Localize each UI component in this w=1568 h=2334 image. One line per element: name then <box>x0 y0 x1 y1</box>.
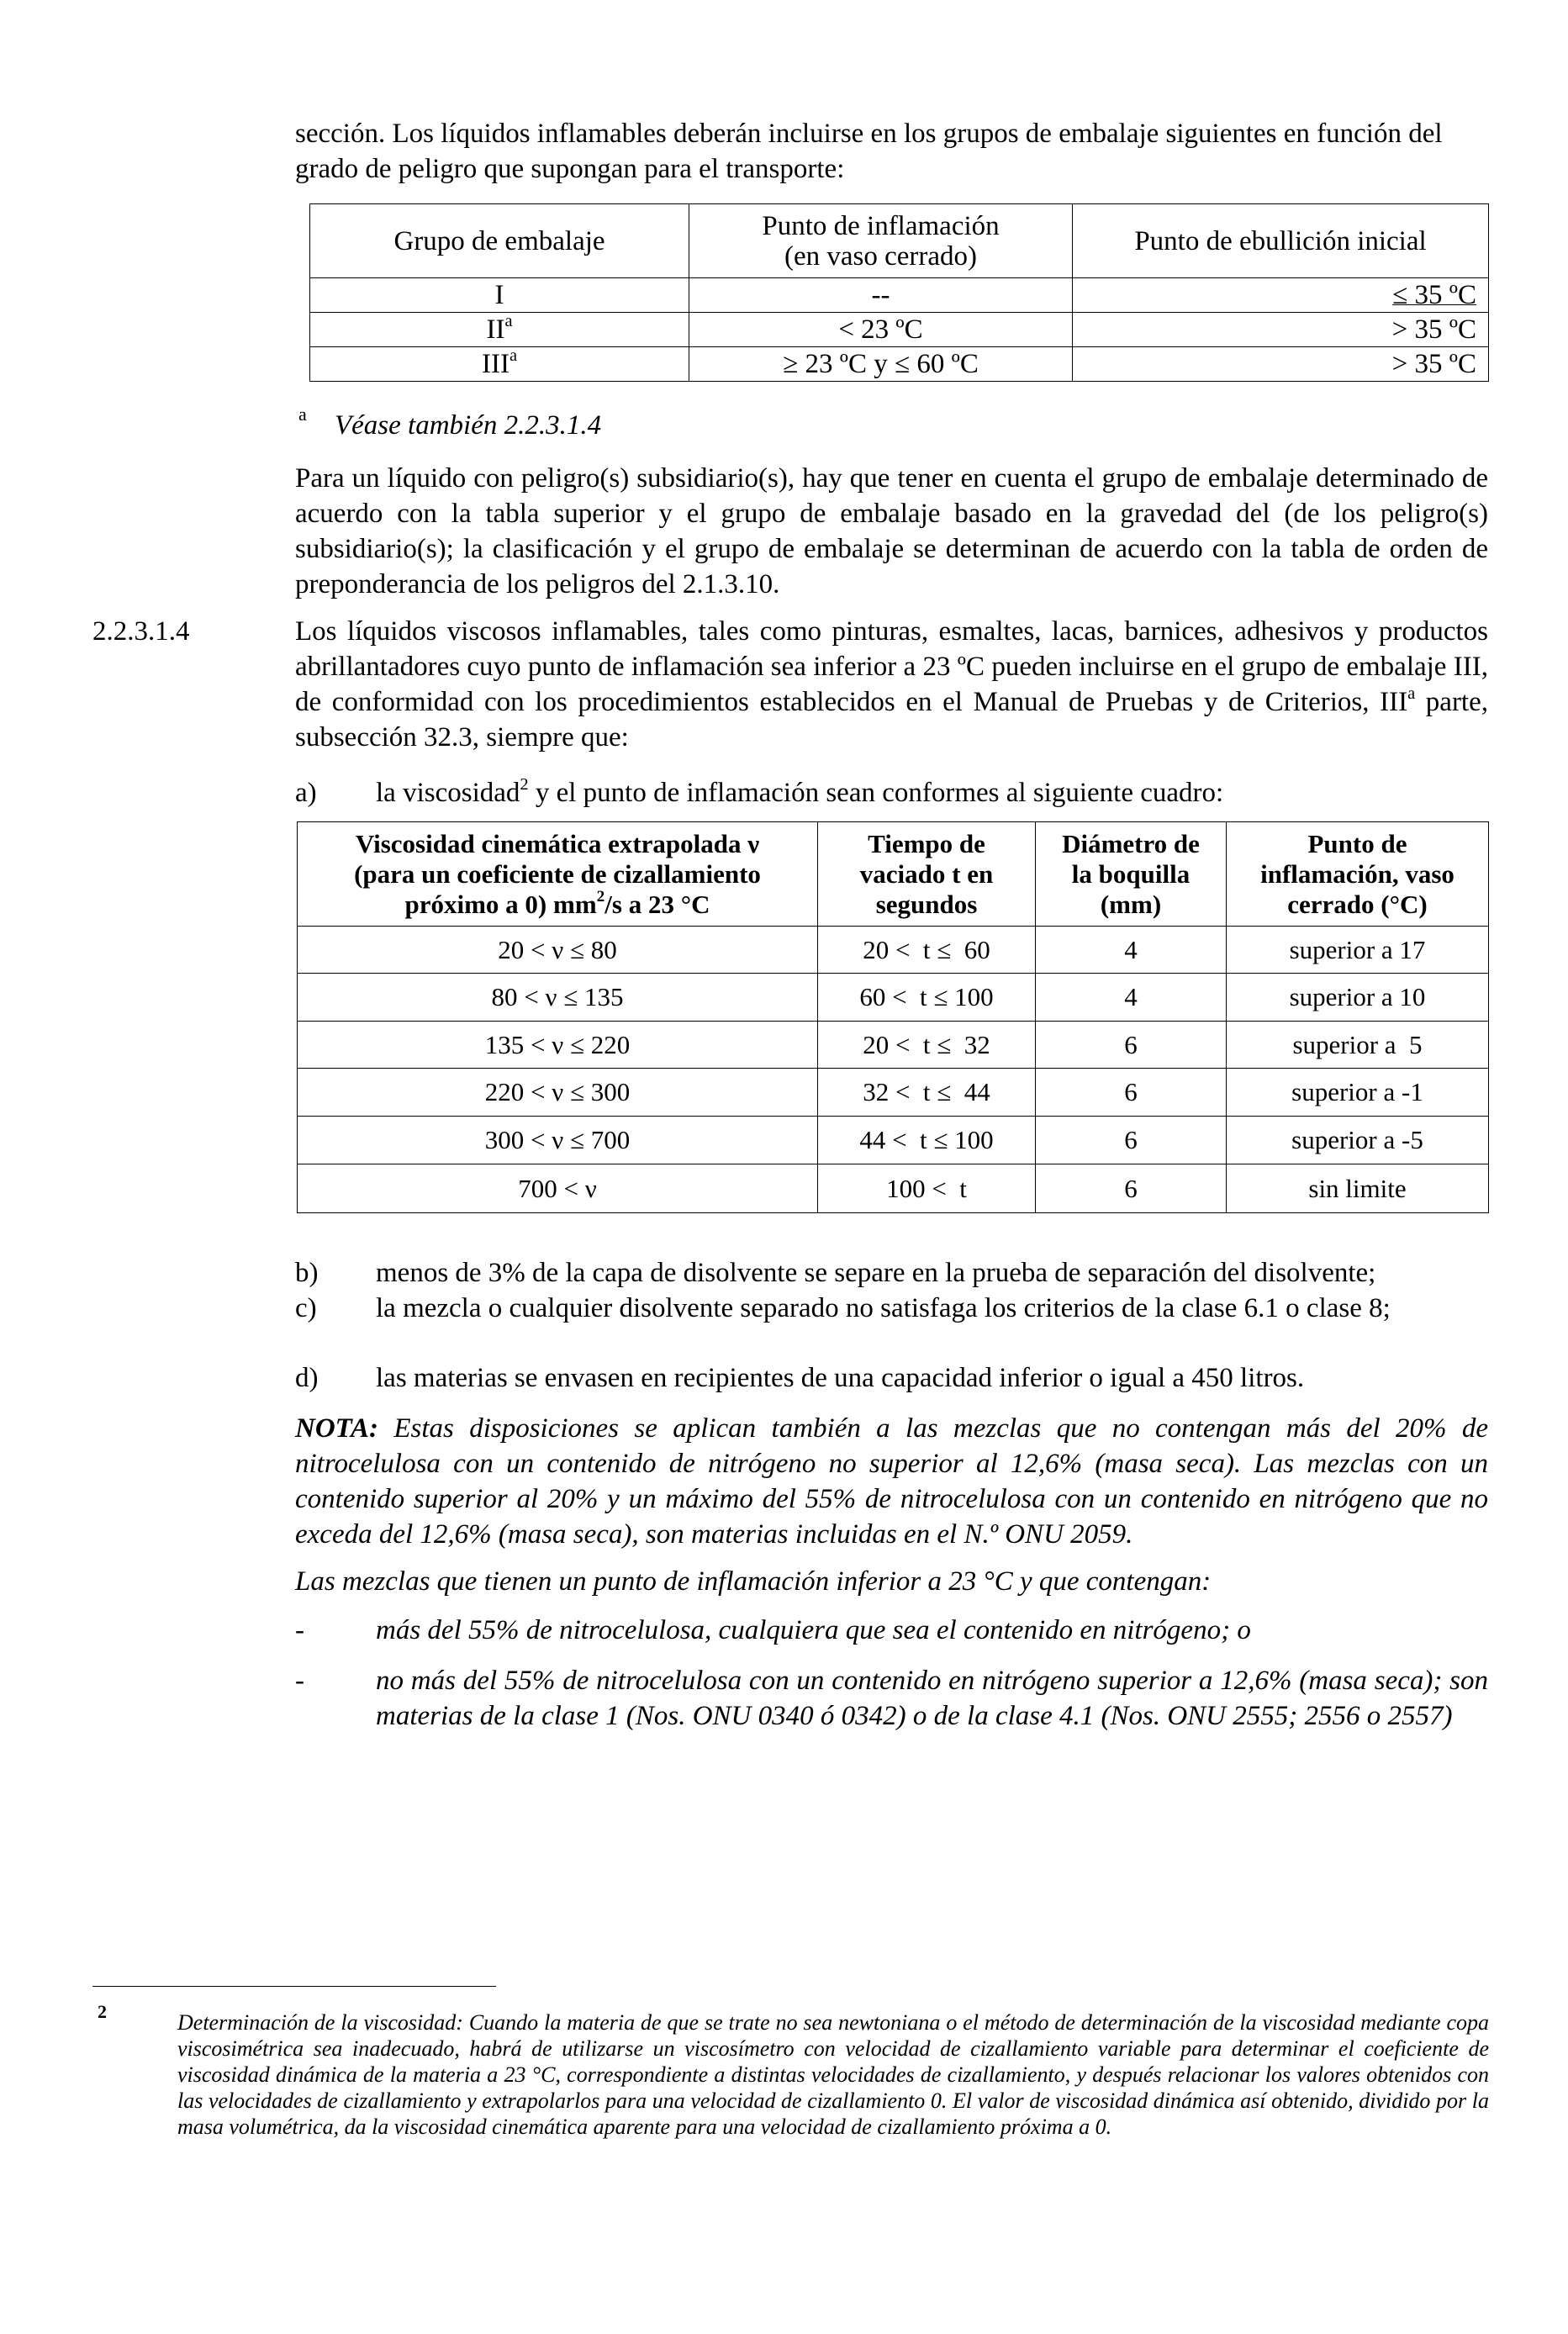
cell-diameter: 6 <box>1036 1164 1227 1213</box>
table-row <box>310 313 1489 347</box>
header-flash-point-closed <box>1227 822 1489 927</box>
header-viscosity-line3a: próximo a 0) mm <box>404 889 597 919</box>
dash-item-2: no más del 55% de nitrocelulosa con un contenido en nitrógeno superior a 12,6% (masa seca); son materias de la clase 1 (Nos. ONU 0340 ó 0342) o de la clase 4.1 (Nos. ONU 2555; 2556 o 2557) <box>376 1666 1488 1731</box>
nota-paragraph <box>295 1411 1488 1552</box>
mixtures-intro: Las mezclas que tienen un punto de inflamación inferior a 23 °C y que contengan: <box>295 1566 1212 1597</box>
item-a-text <box>376 775 1488 811</box>
cell-diameter: 4 <box>1036 927 1227 974</box>
header-jet-diameter-line3: (mm) <box>1100 889 1162 919</box>
header-jet-diameter-line2: la boquilla <box>1071 858 1191 889</box>
item-c-label: c) <box>295 1293 317 1323</box>
table-note-mark: a <box>298 404 307 425</box>
cell-flash-point: superior a 5 <box>1227 1022 1489 1069</box>
header-flash-point-closed-line2: inflamación, vaso <box>1260 858 1454 889</box>
cell-viscosity: 300 < ν ≤ 700 <box>298 1117 818 1164</box>
header-flash-point-closed-line3: cerrado (°C) <box>1287 889 1428 919</box>
table-row <box>298 1117 1489 1164</box>
cell-viscosity: 220 < ν ≤ 300 <box>298 1069 818 1117</box>
cell-boil: > 35 ºC <box>1073 313 1489 347</box>
nota-label: NOTA: <box>295 1413 378 1444</box>
group-value: II <box>486 314 505 345</box>
cell-viscosity: 20 < ν ≤ 80 <box>298 927 818 974</box>
header-boiling-point: Punto de ebullición inicial <box>1073 204 1489 278</box>
item-a-label: a) <box>295 778 317 808</box>
cell-viscosity: 700 < ν <box>298 1164 818 1213</box>
nota-text: Estas disposiciones se aplican también a las mezclas que no contengan más del 20% de nitrocelulosa con un contenido de nitrógeno no superior al 12,6% (masa seca). Las mezclas con un contenido superior al 20% y un máximo del 55% de nitrocelulosa con un contenido en nitrógeno que no exceda del 12,6% (masa seca), son materias incluidas en el N.º ONU 2059. <box>295 1413 1488 1550</box>
cell-diameter: 6 <box>1036 1117 1227 1164</box>
footnote-separator <box>92 1986 496 1987</box>
cell-flash-point: superior a -1 <box>1227 1069 1489 1117</box>
item-a-text-before: la viscosidad <box>376 778 520 808</box>
packing-group-table <box>309 203 1489 382</box>
dash-marker: - <box>295 1615 304 1645</box>
cell-diameter: 6 <box>1036 1069 1227 1117</box>
cell-viscosity: 135 < ν ≤ 220 <box>298 1022 818 1069</box>
cell-boil <box>1073 278 1489 313</box>
cell-viscosity: 80 < ν ≤ 135 <box>298 974 818 1022</box>
section-paragraph <box>295 614 1488 755</box>
group-value: III <box>481 349 509 379</box>
header-viscosity-line1: Viscosidad cinemática extrapolada ν <box>355 828 760 858</box>
cell-flash-point: superior a -5 <box>1227 1117 1489 1164</box>
table-note: Véase también 2.2.3.1.4 <box>335 410 602 441</box>
item-a-text-after: y el punto de inflamación sean conformes al siguiente cuadro: <box>528 778 1224 808</box>
table-row <box>298 1164 1489 1213</box>
cell-flash-point: sin limite <box>1227 1164 1489 1213</box>
cell-flash-point: superior a 10 <box>1227 974 1489 1022</box>
cell-diameter: 6 <box>1036 1022 1227 1069</box>
intro-paragraph: sección. Los líquidos inflamables deberán incluirse en los grupos de embalaje siguientes en función del grado de peligro que supongan para el transporte: <box>295 119 1443 184</box>
header-flow-time <box>818 822 1036 927</box>
header-viscosity-line2: (para un coeficiente de cizallamiento <box>354 858 761 889</box>
viscosity-table <box>297 821 1489 1213</box>
item-b-text: menos de 3% de la capa de disolvente se separe en la prueba de separación del disolvente; <box>376 1258 1376 1288</box>
table-row <box>310 278 1489 313</box>
footnote-ref: 2 <box>520 774 529 794</box>
item-c-text: la mezcla o cualquier disolvente separado no satisfaga los criterios de la clase 6.1 o clase 8; <box>376 1293 1391 1323</box>
section-text-1: Los líquidos viscosos inflamables, tales como pinturas, esmaltes, lacas, barnices, adhesivos y productos abrillantadores cuyo punto de inflamación sea inferior a 23 ºC pueden incluirse en el grupo de embalaje III, de conformidad con los procedimientos establecidos en el Manual de Pruebas y de Criterios, III <box>295 616 1488 717</box>
section-text-2: parte, subsección 32.3, siempre que: <box>295 687 1488 752</box>
header-flash-point-closed-line1: Punto de <box>1307 828 1407 858</box>
footnote-mark: 2 <box>98 2001 107 2022</box>
header-viscosity-sup: 2 <box>596 888 605 906</box>
cell-flow-time: 44 < t ≤ 100 <box>818 1117 1036 1164</box>
group-value: I <box>494 280 504 310</box>
header-flash-point-line1: Punto de inflamación <box>762 210 1000 241</box>
header-flow-time-line2: vaciado t en <box>859 858 994 889</box>
cell-flow-time: 60 < t ≤ 100 <box>818 974 1036 1022</box>
table-row <box>298 927 1489 974</box>
item-b-label: b) <box>295 1258 319 1288</box>
header-flow-time-line1: Tiempo de <box>868 828 985 858</box>
table-row <box>298 1022 1489 1069</box>
item-d-label: d) <box>295 1363 319 1393</box>
cell-flash: ≥ 23 ºC y ≤ 60 ºC <box>689 347 1073 382</box>
dash-marker: - <box>295 1666 304 1696</box>
cell-flow-time: 20 < t ≤ 60 <box>818 927 1036 974</box>
header-viscosity-line3 <box>298 890 817 920</box>
cell-boil: > 35 ºC <box>1073 347 1489 382</box>
group-note-mark: a <box>509 346 518 365</box>
header-flash-point-line2: (en vaso cerrado) <box>784 240 978 272</box>
cell-diameter: 4 <box>1036 974 1227 1022</box>
header-viscosity-line3b: /s a 23 °C <box>604 889 710 919</box>
item-d-text: las materias se envasen en recipientes de una capacidad inferior o igual a 450 litros. <box>376 1363 1305 1393</box>
footnote-text: Determinación de la viscosidad: Cuando la materia de que se trate no sea newtoniana o el método de determinación de la viscosidad mediante copa viscosimétrica sea inadecuado, habrá de utilizarse un viscosímetro con velocidad de cizallamiento variable para determinar el coeficiente de viscosidad dinámica de la materia a 23 °C, correspondiente a distintas velocidades de cizallamiento, y después relacionar los valores obtenidos con las velocidades de cizallamiento y extrapolarlos para una velocidad de cizallamiento 0. El valor de viscosidad dinámica así obtenido, dividido por la masa volumétrica, da la viscosidad cinemática aparente para una velocidad de cizallamiento próxima a 0. <box>177 2010 1489 2139</box>
dash-item-1: más del 55% de nitrocelulosa, cualquiera que sea el contenido en nitrógeno; o <box>376 1615 1251 1645</box>
header-flow-time-line3: segundos <box>875 889 978 919</box>
header-viscosity <box>298 822 818 927</box>
cell-group <box>310 278 689 313</box>
header-flash-point <box>689 204 1073 278</box>
cell-flow-time: 20 < t ≤ 32 <box>818 1022 1036 1069</box>
cell-flash-point: superior a 17 <box>1227 927 1489 974</box>
table-row <box>298 974 1489 1022</box>
cell-flash: < 23 ºC <box>689 313 1073 347</box>
cell-group <box>310 313 689 347</box>
table-row <box>298 1069 1489 1117</box>
section-text-sup: a <box>1407 684 1416 703</box>
cell-flash: -- <box>689 278 1073 313</box>
group-note-mark: a <box>504 311 513 330</box>
cell-flow-time: 32 < t ≤ 44 <box>818 1069 1036 1117</box>
subsidiary-paragraph: Para un líquido con peligro(s) subsidiario(s), hay que tener en cuenta el grupo de embalaje determinado de acuerdo con la tabla superior y el grupo de embalaje basado en la gravedad del (de los peligro(s) subsidiario(s); la clasificación y el grupo de embalaje se determinan de acuerdo con la tabla de orden de preponderancia de los peligros del 2.1.3.10. <box>295 463 1488 599</box>
table-row <box>310 347 1489 382</box>
header-packing-group: Grupo de embalaje <box>310 204 689 278</box>
cell-group <box>310 347 689 382</box>
header-jet-diameter <box>1036 822 1227 927</box>
header-jet-diameter-line1: Diámetro de <box>1062 828 1200 858</box>
section-number: 2.2.3.1.4 <box>92 616 190 647</box>
cell-flow-time: 100 < t <box>818 1164 1036 1213</box>
boil-value: ≤ 35 ºC <box>1392 280 1476 310</box>
